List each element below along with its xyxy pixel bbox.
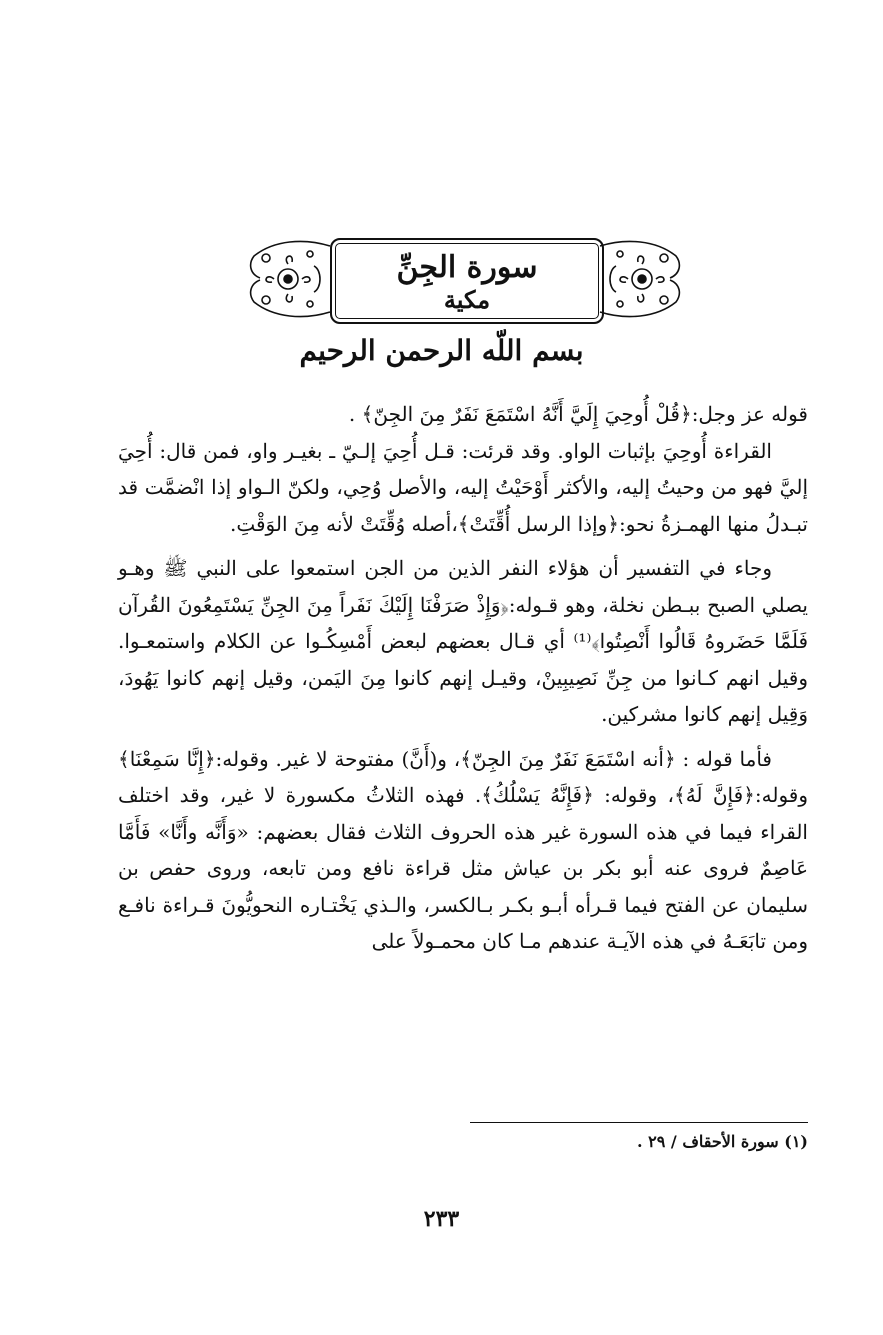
paragraph: وجاء في التفسير أن هؤلاء النفر الذين من الجن استمعوا على النبي ﷺ وهـو يصلي الصبح ببـطن نخلة، وهو قـوله:﴿وَإِذْ صَرَفْنَا إِلَيْكَ نَفَراً مِنَ الجِنِّ يَسْتَمِعُونَ القُرآن فَلَمَّا حَضَروهُ قَالُوا أَنْصِتُوا﴾⁽¹⁾ أي قـال بعضهم لبعض أَمْسِكُـوا عن الكلام واستمعـوا. وقيل انهم كـانوا من جِنِّ نَصِيبِينْ، وقيـل إنهم كانوا مِنَ اليَمن، وقيل إنهم كانوا يَهُودَ، وَقِيل إنهم كانوا مشركين. <box>118 556 809 726</box>
page-number: ٢٣٣ <box>423 1206 460 1232</box>
surah-title-box <box>330 238 604 324</box>
surah-name: سورة الجِنِّ <box>396 250 538 285</box>
paragraph: قوله عز وجل:﴿قُلْ أُوحِيَ إِلَيَّ أَنَّهُ اسْتَمَعَ نَفَرٌ مِنَ الجِنّ﴾ . <box>348 402 808 426</box>
basmala-heading: بسم اللّه الرحمن الرحيم <box>299 334 584 367</box>
surah-title-frame <box>244 234 686 326</box>
paragraph: القراءة أُوحِيَ بإثبات الواو. وقد قرئت: قـل أُحِيَ إلـيّ ـ بغيـر واو، فمن قال: أُحِيَ إليَّ فهو من وحيتُ إليه، والأكثر أَوْحَيْتُ إليه، والأصل وُحِي، ولكنّ الـواو إذا انْضمَّت قد تبـدلُ منها الهمـزةُ نحو:﴿وإذا الرسل أُقِّتَتْ﴾،أصله وُقِّتَتْ لأنه مِنَ الوَقْتِ. <box>118 438 808 536</box>
paragraph: فأما قوله : ﴿أنه اسْتَمَعَ نَفَرٌ مِنَ الجِنّ﴾، و(أَنَّ) مفتوحة لا غير. وقوله:﴿إِنَّا سَمِعْنَا﴾ وقوله:﴿فَإِنَّ لَهُ﴾، وقوله: ﴿فَإِنَّهُ يَسْلُكُ﴾. فهذه الثلاثُ مكسورة لا غير، وقد اختلف القراء فيما في هذه السورة غير هذه الحروف الثلاث فقال بعضهم: «وَأَنَّه وأَنَّا» فَأَمَّا عَاصِمٌ فروى عنه أبو بكر بن عياش مثل قراءة نافع ومن تابعه، وروى حفص بن سليمان عن الفتح فيما قـرأه أبـو بكـر بـالكسر، والـذي يَخْتـاره النحويُّونَ قـراءة نافـع ومن تابَعَـهُ في هذه الآيـة عندهم مـا كان محمـولاً على <box>118 746 808 953</box>
floral-ornament-right <box>598 234 686 324</box>
surah-type: مكية <box>443 285 491 314</box>
footnote: (١) سورة الأحقاف / ٢٩ . <box>637 1132 808 1151</box>
floral-ornament-left <box>244 234 332 324</box>
body-text <box>118 396 808 960</box>
footnote-divider <box>470 1122 808 1123</box>
